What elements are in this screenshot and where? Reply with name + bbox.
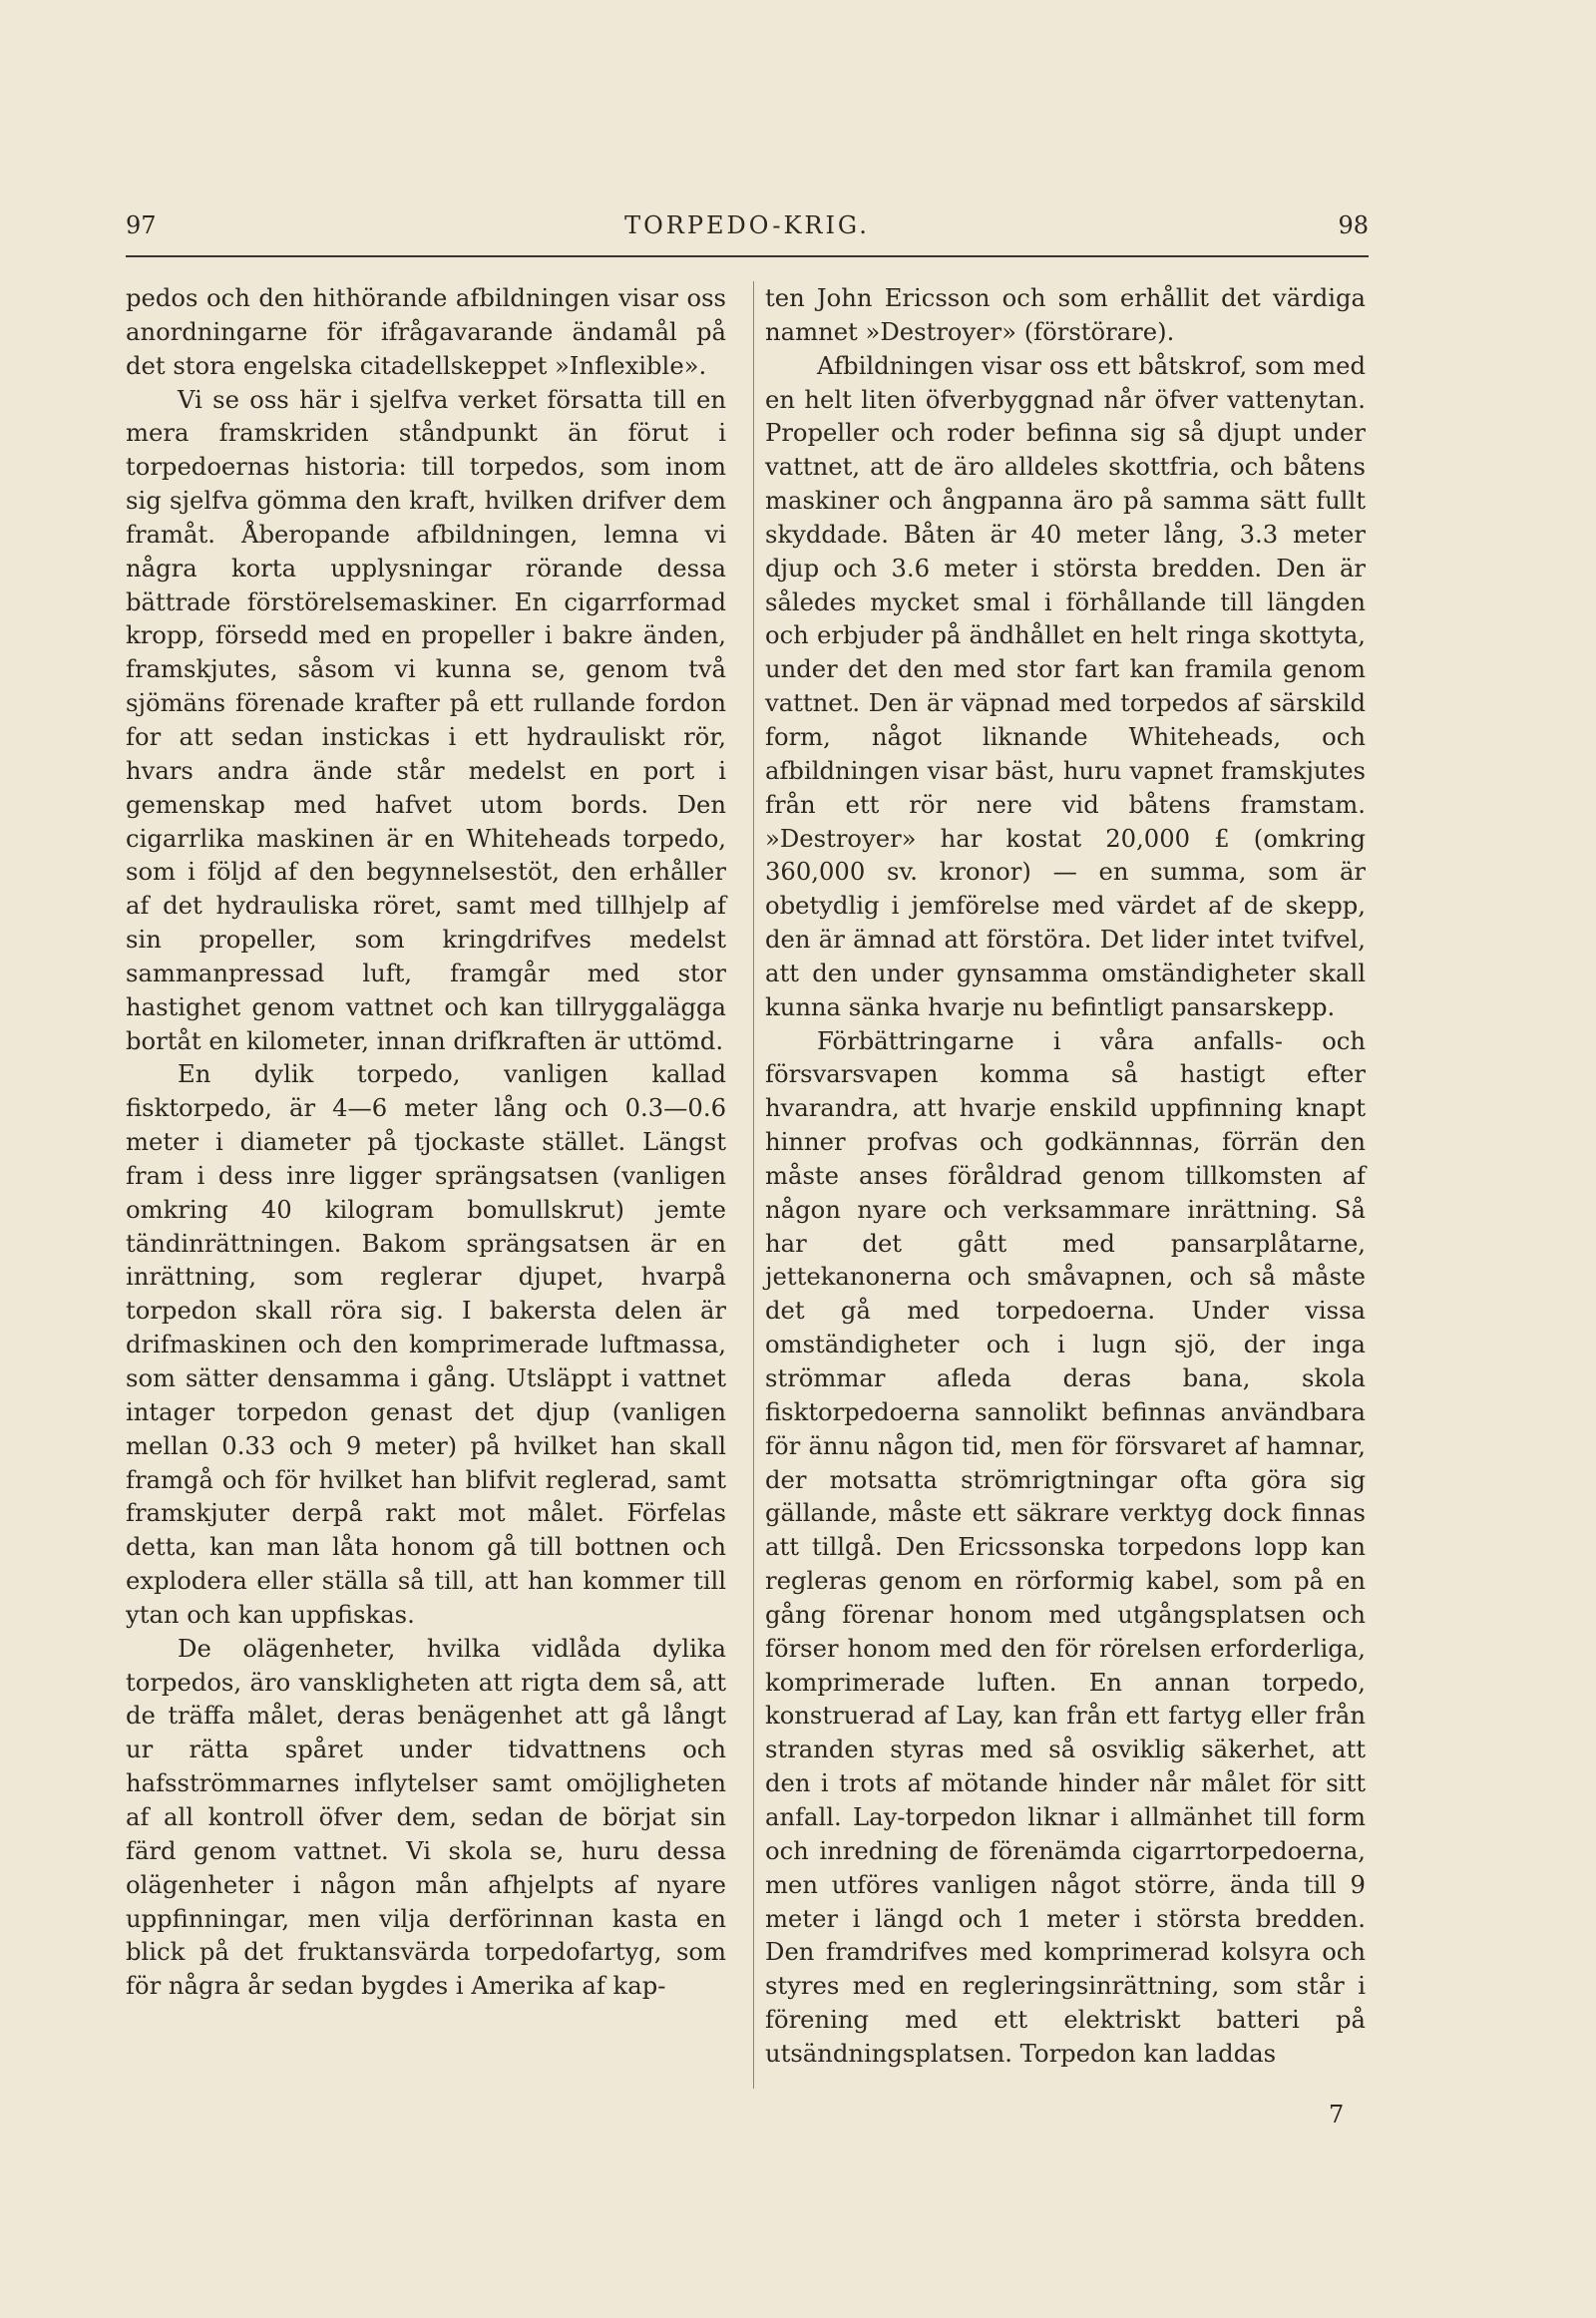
left-column [126, 281, 726, 2003]
column-divider [753, 281, 754, 2089]
page-number-right: 98 [1338, 211, 1369, 239]
paragraph: De olägenheter, hvilka vidlåda dylika torpedos, äro vanskligheten att rigta dem så, att de träffa målet, deras benägenhet att gå långt ur rätta spåret under tidvattnens och hafsströmmarnes inflytelser samt omöjligheten af all kontroll öfver dem, sedan de börjat sin färd genom vattnet. Vi skola se, huru dessa olägenheter i någon mån afhjelpts af nyare uppfinningar, men vilja derförinnan kasta en blick på det fruktansvärda torpedofartyg, som för några år sedan bygdes i Amerika af kap- [126, 1633, 726, 2001]
signature-mark: 7 [1329, 2101, 1345, 2128]
page-number-left: 97 [126, 211, 157, 239]
paragraph: Förbättringarne i våra anfalls- och försvarsvapen komma så hastigt efter hvarandra, att hvarje enskild uppfinning knapt hinner profvas och godkännnas, förrän den måste anses föråldrad genom tillkomsten af någon nyare och verksammare inrättning. Så har det gått med pansarplåtarne, jettekanonerna och småvapnen, och så måste det gå med torpedoerna. Under vissa omständigheter och i lugn sjö, der inga strömmar afleda deras bana, skola fisktorpedoerna sannolikt befinnas användbara för ännu någon tid, men för försvaret af hamnar, der motsatta strömrigtningar ofta göra sig gällande, måste ett säkrare verktyg dock finnas att tillgå. Den Ericssonska torpedons lopp kan regleras genom en rörformig kabel, som på en gång förenar honom med utgångsplatsen och förser honom med den för rörelsen erforderliga, komprimerade luften. En annan torpedo, konstruerad af Lay, kan från ett fartyg eller från stranden styras med så osviklig säkerhet, att den i trots af mötande hinder når målet för sitt anfall. Lay-torpedon liknar i allmänhet till form och inredning de förenämda cigarrtorpedoerna, men utföres vanligen något större, ända till 9 meter i längd och 1 meter i största bredden. Den framdrifves med komprimerad kolsyra och styres med en regleringsinrättning, som står i förening med ett elektriskt batteri på utsändningsplatsen. Torpedon kan laddas [765, 1025, 1366, 2068]
paragraph: Vi se oss här i sjelfva verket försatta till en mera framskriden ståndpunkt än förut i torpedoernas historia: till torpedos, som inom sig sjelfva gömma den kraft, hvilken drifver dem framåt. Åberopande afbildningen, lemna vi några korta upplysningar rörande dessa bättrade förstörelsemaskiner. En cigarrformad kropp, försedd med en propeller i bakre änden, framskjutes, såsom vi kunna se, genom två sjömäns förenade krafter på ett rullande fordon for att sedan instickas i ett hydrauliskt rör, hvars andra ände står medelst en port i gemenskap med hafvet utom bords. Den cigarrlika maskinen är en Whiteheads torpedo, som i följd af den begynnelsestöt, den erhåller af det hydrauliska röret, samt med tillhjelp af sin propeller, som kringdrifves medelst sammanpressad luft, framgår med stor hastighet genom vattnet och kan tillryggalägga bortåt en kilometer, innan drifkraften är uttömd. [126, 384, 726, 1055]
paragraph: En dylik torpedo, vanligen kallad fisktorpedo, är 4—6 meter lång och 0.3—0.6 meter i diameter på tjockaste stället. Längst fram i dess inre ligger sprängsatsen (vanligen omkring 40 kilogram bomullskrut) jemte tändinrättningen. Bakom sprängsatsen är en inrättning, som reglerar djupet, hvarpå torpedon skall röra sig. I bakersta delen är drifmaskinen och den komprimerade luftmassa, som sätter densamma i gång. Utsläppt i vattnet intager torpedon genast det djup (vanligen mellan 0.33 och 9 meter) på hvilket han skall framgå och för hvilket han blifvit reglerad, samt framskjuter derpå rakt mot målet. Förfelas detta, kan man låta honom gå till bottnen och explodera eller ställa så till, att han kommer till ytan och kan uppfiskas. [126, 1059, 726, 1629]
paragraph: Afbildningen visar oss ett båtskrof, som med en helt liten öfverbyggnad når öfver vattenytan. Propeller och roder befinna sig så djupt under vattnet, att de äro alldeles skottfria, och båtens maskiner och ångpanna äro på samma sätt fullt skyddade. Båten är 40 meter lång, 3.3 meter djup och 3.6 meter i största bredden. Den är således mycket smal i förhållande till längden och erbjuder på ändhållet en helt ringa skottyta, under det den med stor fart kan framila genom vattnet. Den är väpnad med torpedos af särskild form, något liknande Whiteheads, och afbildningen visar bäst, huru vapnet framskjutes från ett rör nere vid båtens framstam. »Destroyer» har kostat 20,000 £ (omkring 360,000 sv. kronor) — en summa, som är obetydlig i jemförelse med värdet af de skepp, den är ämnad att förstöra. Det lider intet tvifvel, att den under gynsamma omständigheter skall kunna sänka hvarje nu befintligt pansarskepp. [765, 350, 1366, 1021]
running-title: TORPEDO-KRIG. [624, 211, 870, 239]
page-header [126, 211, 1369, 251]
paragraph: ten John Ericsson och som erhållit det värdiga namnet »Destroyer» (förstörare). [765, 283, 1366, 346]
paragraph: pedos och den hithörande afbildningen visar oss anordningarne för ifrågavarande ändamål på det stora engelska citadellskeppet »Inflexible». [126, 283, 726, 380]
header-rule [126, 255, 1369, 257]
right-column [765, 281, 1366, 2071]
